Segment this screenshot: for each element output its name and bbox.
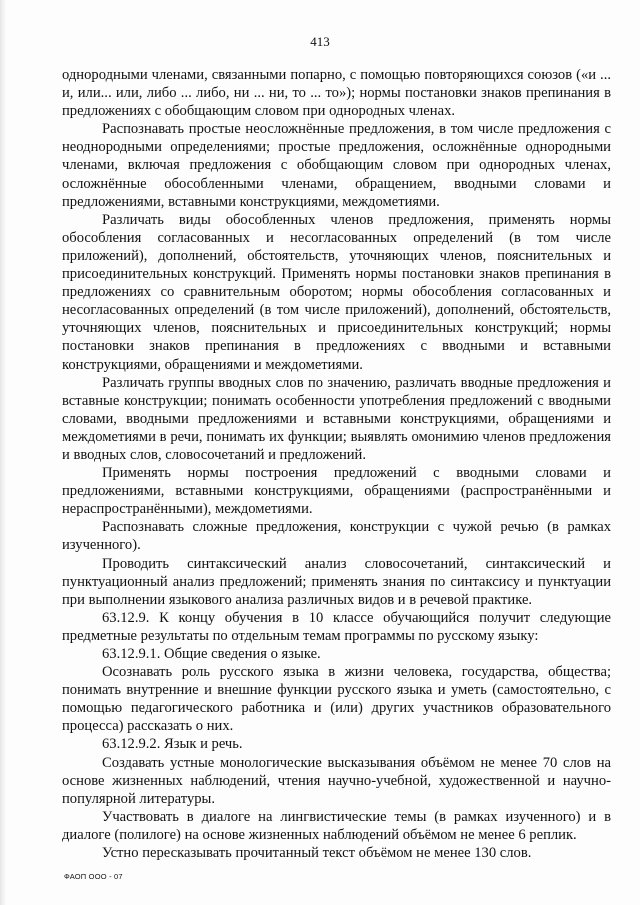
section-heading-63-12-9-2: 63.12.9.2. Язык и речь. [102, 736, 243, 753]
paragraph-1: однородными членами, связанными попарно, с помощью повторяющихся союзов («и ... и, или... или, либо ... либо, ни ... ни, то ... то»); нормы постановки знаков препинания в предложениях с обобщающим словом при однородных членах. [62, 67, 611, 120]
scan-edge-shadow [0, 0, 6, 905]
paragraph-2: Распознавать простые неосложнённые предложения, в том числе предложения с неоднородными определениями; простые предложения, осложнённые однородными членами, включая предложения с обобщающим словом при однородных членах, осложнённые обособленными членами, обращением, вводными словами и предложениями, вставными конструкциями, междометиями. [62, 121, 611, 210]
paragraph-4: Различать группы вводных слов по значению, различать вводные предложения и вставные конструкции; понимать особенности употребления предложений с вводными словами, вводными предложениями и вставными конструкциями, обращениями и междометиями в речи, понимать их функции; выявлять омонимию членов предложения и вводных слов, словосочетаний и предложений. [62, 374, 611, 463]
paragraph-3: Различать виды обособленных членов предложения, применять нормы обособления согласованных и несогласованных определений (в том числе приложений), дополнений, обстоятельств, уточняющих членов, пояснительных и присоединительных конструкций. Применять нормы постановки знаков препинания в предложениях со сравнительным оборотом; нормы обособления согласованных и несогласованных определений (в том числе приложений), дополнений, обстоятельств, уточняющих членов, пояснительных и присоединительных конструкций; нормы постановки знаков препинания в предложениях с вводными и вставными конструкциями, обращениями и междометиями. [62, 211, 611, 373]
paragraph-13: Участвовать в диалоге на лингвистические темы (в рамках изученного) и в диалоге (полилоге) на основе жизненных наблюдений объёмом не менее 6 реплик. [62, 808, 611, 843]
footer-doc-code: ФАОП ООО - 07 [64, 872, 123, 881]
section-63-12-9: 63.12.9. К концу обучения в 10 классе обучающийся получит следующие предметные результаты по отдельным темам программы по русскому языку: [62, 609, 611, 644]
page-number: 413 [310, 34, 330, 49]
paragraph-10: Осознавать роль русского языка в жизни человека, государства, общества; понимать внутренние и внешние функции русского языка и уметь (самостоятельно, с помощью педагогического работника и (или) других участников образовательного процесса) рассказать о них. [62, 664, 611, 735]
paragraph-14: Устно пересказывать прочитанный текст объёмом не менее 130 слов. [102, 845, 532, 862]
paragraph-7: Проводить синтаксический анализ словосочетаний, синтаксический и пунктуационный анализ предложений; применять знания по синтаксису и пунктуации при выполнении языкового анализа различных видов и в речевой практике. [62, 555, 611, 608]
document-body [62, 66, 611, 862]
paragraph-5: Применять нормы построения предложений с вводными словами и предложениями, вставными конструкциями, обращениями (распространёнными и нераспространёнными), междометиями. [62, 465, 611, 518]
paragraph-6: Распознавать сложные предложения, конструкции с чужой речью (в рамках изученного). [62, 519, 611, 554]
section-heading-63-12-9-1: 63.12.9.1. Общие сведения о языке. [102, 646, 321, 662]
paragraph-12: Создавать устные монологические высказывания объёмом не менее 70 слов на основе жизненных наблюдений, чтения научно-учебной, художественной и научно-популярной литературы. [62, 754, 611, 807]
